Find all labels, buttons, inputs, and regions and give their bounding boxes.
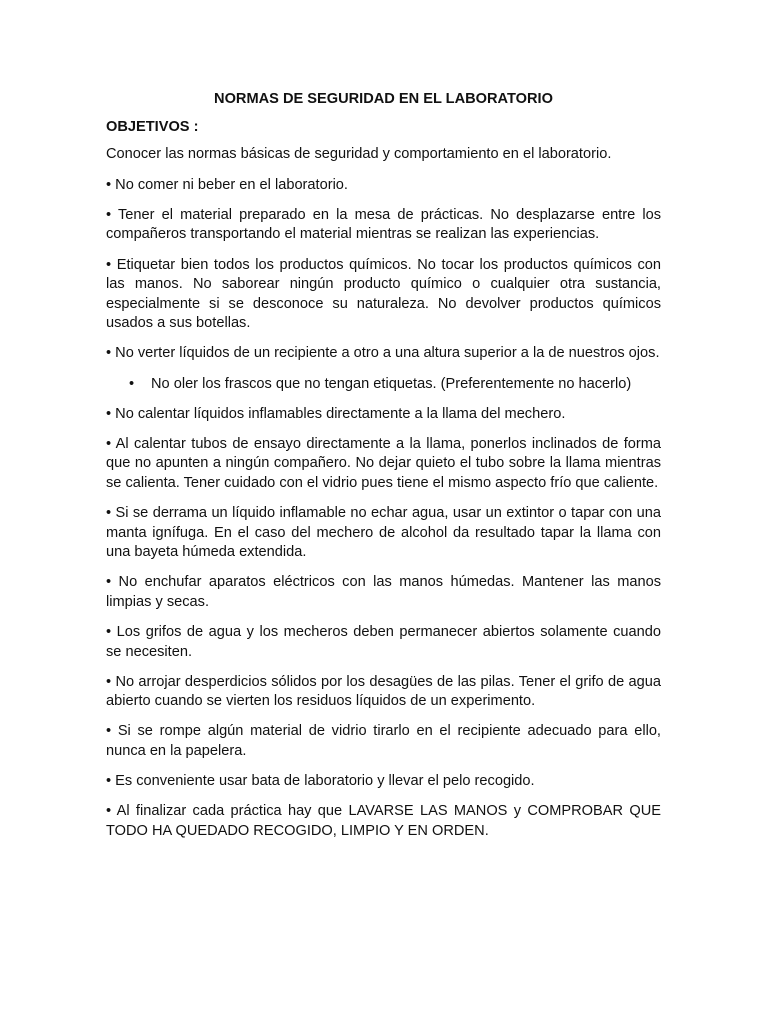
bullet-icon: • (106, 176, 112, 193)
objectives-heading: OBJETIVOS : (106, 118, 199, 135)
document-page (106, 90, 661, 852)
rule-item (106, 623, 661, 662)
rule-item (106, 206, 661, 245)
rule-item (106, 802, 661, 841)
rule-text: Al calentar tubos de ensayo directamente a la llama, ponerlos inclinados de forma que no apunten a ningún compañero. No dejar quieto el tubo sobre la llama mientras se calienta. Tener cuidado con el vidrio pues tiene el mismo aspecto frío que caliente. (106, 435, 661, 491)
bullet-icon: • (106, 803, 112, 820)
rule-item (106, 673, 661, 712)
rule-item (106, 256, 661, 334)
rule-text: No verter líquidos de un recipiente a otro a una altura superior a la de nuestros ojos. (111, 345, 660, 362)
bullet-icon: • (106, 345, 112, 362)
rule-text: Es conveniente usar bata de laboratorio y llevar el pelo recogido. (111, 773, 535, 790)
rule-text: Los grifos de agua y los mecheros deben permanecer abiertos solamente cuando se necesiten. (106, 623, 661, 660)
rule-item (106, 722, 661, 761)
rule-text: Si se rompe algún material de vidrio tirarlo en el recipiente adecuado para ello, nunca en la papelera. (106, 723, 661, 759)
rule-item (106, 176, 661, 196)
rule-text: No enchufar aparatos eléctricos con las manos húmedas. Mantener las manos limpias y secas. (106, 574, 661, 610)
bullet-icon: • (106, 773, 112, 790)
rule-text: Tener el material preparado en la mesa de prácticas. No desplazarse entre los compañeros transportando el material mientras se realizan las experiencias. (106, 206, 661, 243)
bullet-icon: • (106, 574, 112, 591)
rule-item (106, 573, 661, 612)
rule-item (106, 405, 661, 425)
rule-text: No oler los frascos que no tengan etiquetas. (Preferentemente no hacerlo) (151, 375, 632, 392)
rule-text: No calentar líquidos inflamables directamente a la llama del mechero. (111, 405, 566, 422)
bullet-icon: • (106, 505, 112, 521)
document-title: NORMAS DE SEGURIDAD EN EL LABORATORIO (214, 91, 553, 107)
objectives-intro: Conocer las normas básicas de seguridad y comportamiento en el laboratorio. (106, 146, 612, 163)
bullet-icon: • (106, 673, 112, 690)
rule-item (106, 435, 661, 494)
bullet-icon: • (106, 206, 112, 223)
safety-rules-list (106, 176, 661, 842)
rule-item (106, 344, 661, 364)
rule-text: Al finalizar cada práctica hay que LAVARSE LAS MANOS y COMPROBAR QUE TODO HA QUEDADO RECOGIDO, LIMPIO Y EN ORDEN. (106, 803, 661, 839)
rule-text: No arrojar desperdicios sólidos por los desagües de las pilas. Tener el grifo de agua abierto cuando se vierten los residuos líquidos de un experimento. (106, 673, 661, 710)
bullet-icon: • (106, 623, 112, 640)
rule-text: No comer ni beber en el laboratorio. (111, 176, 348, 193)
bullet-icon: • (129, 375, 135, 392)
rule-item (106, 504, 661, 563)
bullet-icon: • (106, 723, 112, 740)
rule-text: Etiquetar bien todos los productos químicos. No tocar los productos químicos con las manos. No saborear ningún producto químico o cualquier otra sustancia, especialmente si se desconoce su naturaleza. No devolver productos químicos usados a sus botellas. (106, 256, 661, 332)
rule-item (106, 772, 661, 792)
bullet-icon: • (106, 435, 112, 452)
rule-item-indented (106, 375, 661, 395)
bullet-icon: • (106, 405, 112, 422)
bullet-icon: • (106, 256, 112, 273)
rule-text: Si se derrama un líquido inflamable no echar agua, usar un extintor o tapar con una manta ignífuga. En el caso del mechero de alcohol da resultado tapar la llama con una bayeta húmeda extendida. (106, 505, 661, 561)
